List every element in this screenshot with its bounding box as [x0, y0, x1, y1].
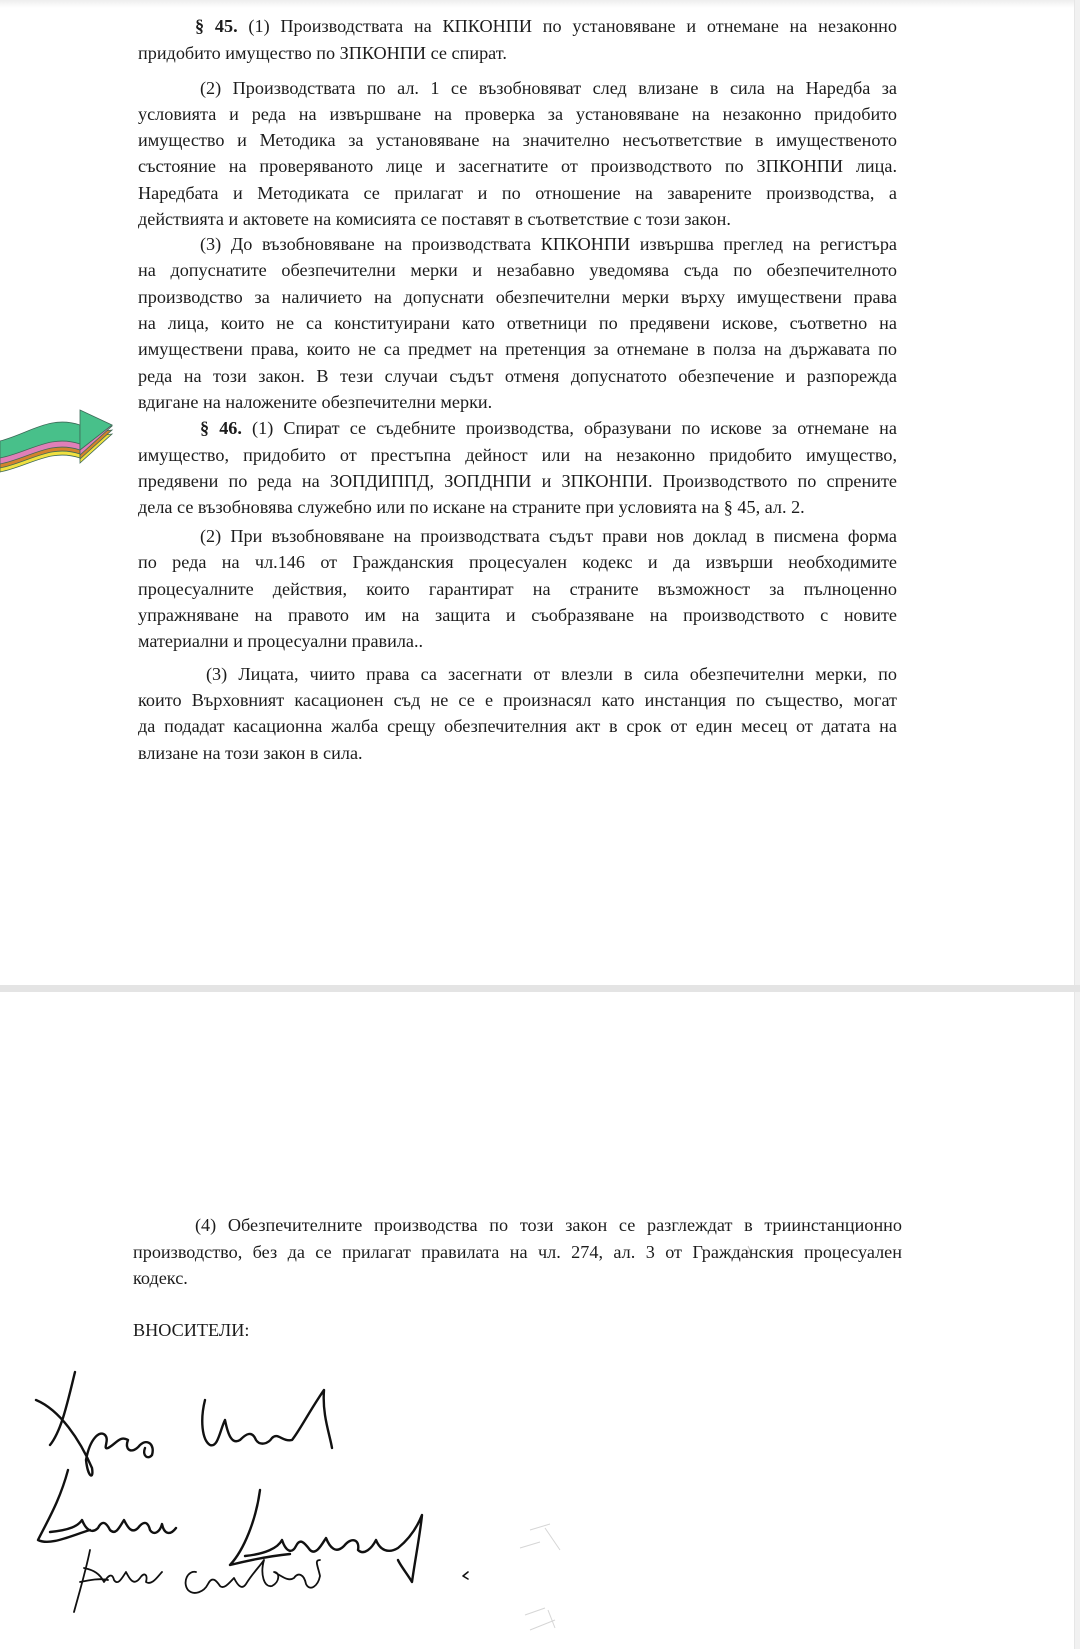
signatures-image — [20, 1360, 540, 1620]
signature-atanas-slavov — [74, 1550, 320, 1612]
text-line: кодекс. — [133, 1268, 188, 1288]
section-number: § 45. — [195, 16, 238, 36]
text-line: производство, без да се прилагат правилата на чл. 274, ал. 3 от Гражданския процесуален — [133, 1242, 902, 1262]
text-line: вдигане на наложените обезпечителни мерки. — [138, 392, 493, 412]
text-line: (2) При възобновяване на производствата съдът прави нов доклад в писмена форма — [200, 526, 897, 546]
text-line: имуществени права, които не са предмет на претенция за отнемане в полза на държавата по — [138, 339, 897, 359]
section-number: § 46. — [200, 418, 242, 438]
text-line: предявени по реда на ЗОПДИППД, ЗОПДНПИ и ЗПКОНПИ. Производството по спрените — [138, 471, 897, 491]
text-line: материални и процесуални правила.. — [138, 631, 424, 651]
page-edge — [0, 0, 1080, 8]
text-line: на лица, които не са конституирани като ответници по предявени искове, съответно на — [138, 313, 897, 333]
signature-atanas-atanasov — [38, 1470, 468, 1582]
text-line: упражняване на правото им на защита и съобразяване на производството с новите — [138, 605, 897, 625]
text-line: влизане на този закон в сила. — [138, 743, 363, 763]
text-line: (3) До възобновяване на производствата КПКОНПИ извършва преглед на регистъра — [200, 234, 897, 254]
text-line: производство за наличието на допуснати обезпечителни мерки върху имуществени права — [138, 287, 897, 307]
signature-hristo-ivanov — [36, 1372, 332, 1476]
text-line: по реда на чл.146 от Гражданския процесуален кодекс и да извърши необходимите — [138, 552, 897, 572]
text-line: (4) Обезпечителните производства по този закон се разглеждат в триинстанционно — [195, 1215, 902, 1235]
text-line: да подадат касационна жалба срещу обезпечителния акт в срок от един месец от датата на — [138, 716, 897, 736]
text-line: (3) Лицата, чиито права са засегнати от влезли в сила обезпечителни мерки, по — [206, 664, 897, 684]
text-line: придобито имущество по ЗПКОНПИ се спират. — [138, 43, 507, 63]
text-line: състояние на проверяваното лице и засегнатите от производството по ЗПКОНПИ лица. — [138, 156, 897, 176]
scan-artifact — [740, 1244, 756, 1258]
text-line: (2) Производствата по ал. 1 се възобновяват след влизане в сила на Наредба за — [200, 78, 897, 98]
text-line: условията и реда на извършване на проверка за установяване на незаконно придобито — [138, 104, 897, 124]
arrow-icon — [0, 408, 115, 478]
text-line: имущество и Методика за установяване на значително несъответствие в имущественото — [138, 130, 897, 150]
scan-artifact — [500, 1520, 580, 1640]
section-45-heading-line: § 45. (1) Производствата на КПКОНПИ по установяване и отнемане на незаконно — [195, 16, 898, 36]
text-line: които Върховният касационен съд не се е произнасял като инстанция по същество, могат — [138, 690, 897, 710]
section-46-heading-line: § 46. (1) Спират се съдебните производства, образувани по искове за отнемане на — [200, 418, 897, 438]
signatories-label: ВНОСИТЕЛИ: — [133, 1320, 250, 1340]
page-edge — [1074, 992, 1080, 1649]
text-line: дела се възобновява служебно или по искане на страните при условията на § 45, ал. 2. — [138, 497, 805, 517]
text-line: процесуалните действия, които гарантират на страните възможност за пълноценно — [138, 579, 897, 599]
text-line: на допуснатите обезпечителни мерки и незабавно уведомява съда по обезпечителното — [138, 260, 897, 280]
text-line: Наредбата и Методиката се прилагат и по отношение на заварените производства, а — [138, 183, 897, 203]
text-line: действията и актовете на комисията се поставят в съответствие с този закон. — [138, 209, 731, 229]
page-edge — [1074, 0, 1080, 985]
text-line: имущество, придобито от престъпна дейност или на незаконно придобито имущество, — [138, 445, 897, 465]
text-line: реда на този закон. В тези случаи съдът отменя допуснатото обезпечение и разпорежда — [138, 366, 897, 386]
